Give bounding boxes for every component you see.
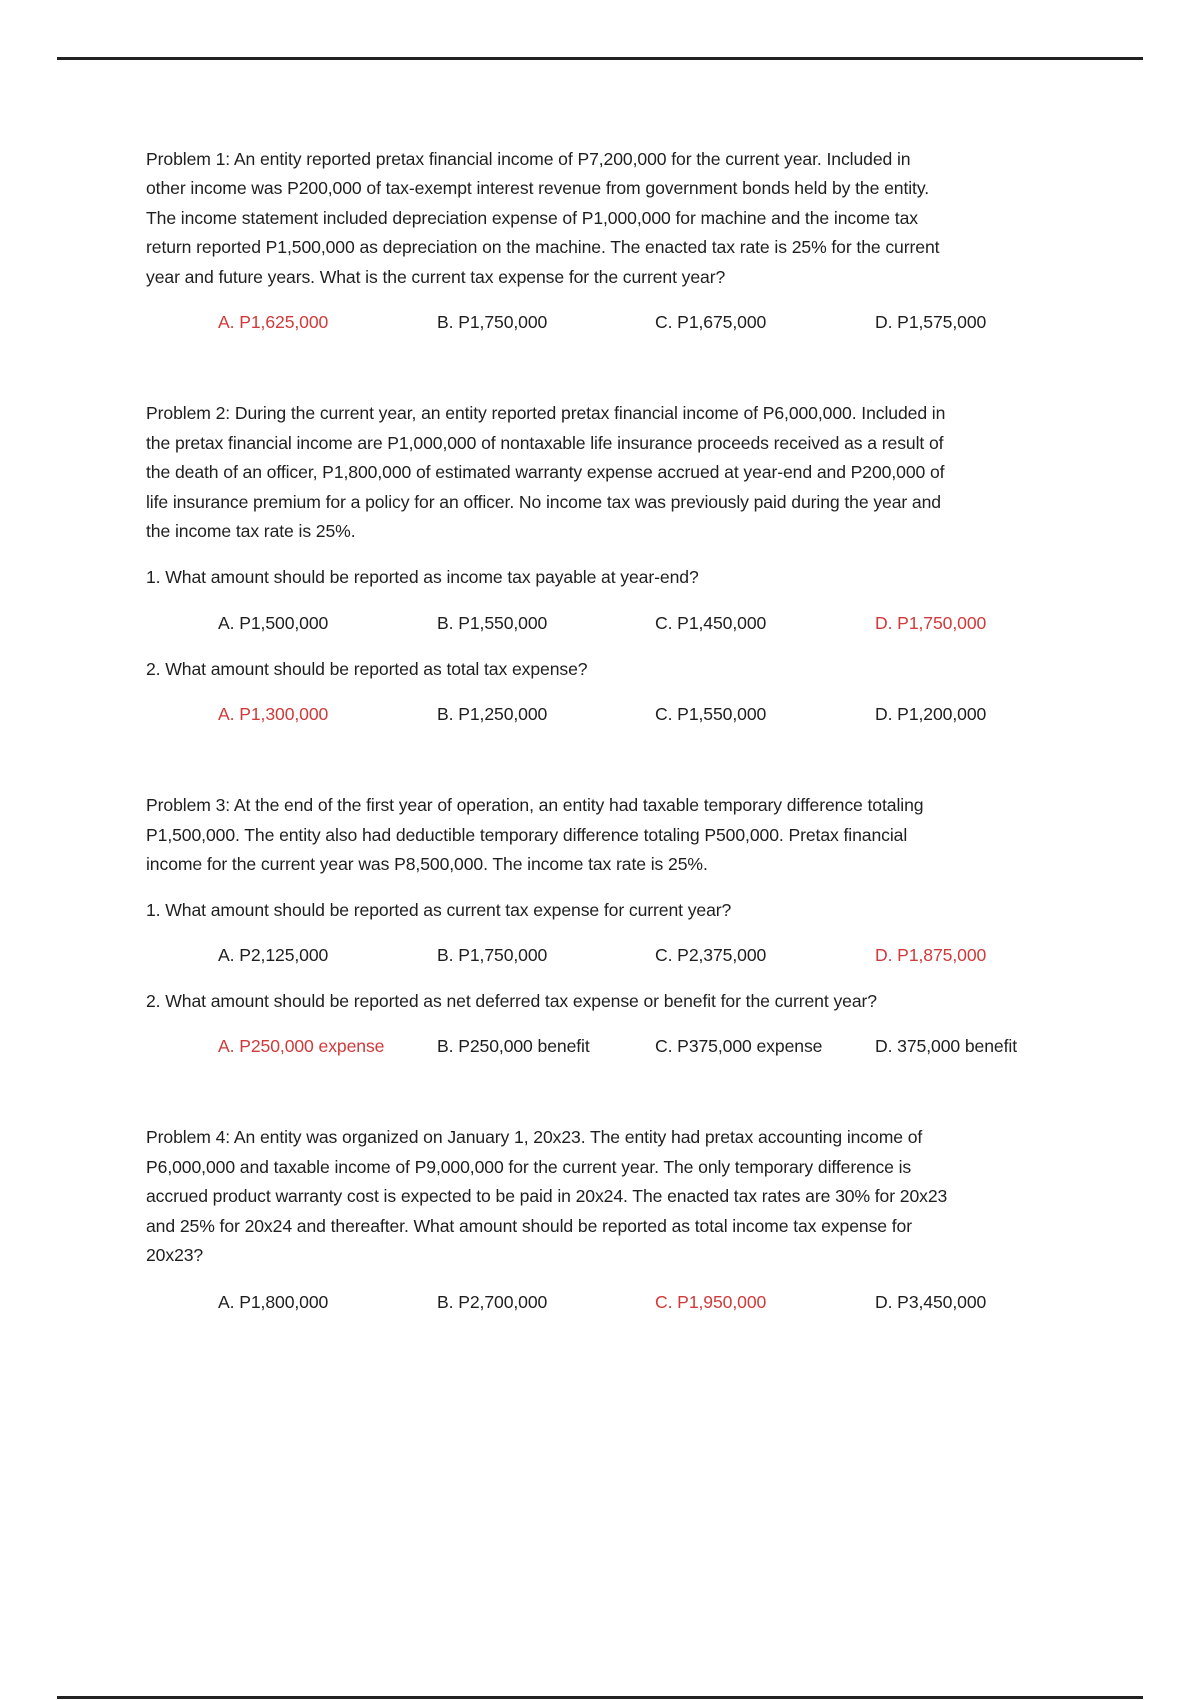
question-text: 1. What amount should be reported as current tax expense for current year?	[146, 900, 732, 920]
answer-option-a-correct[interactable]: A. P1,300,000	[218, 704, 329, 724]
answer-option-d[interactable]: D. P3,450,000	[875, 1292, 987, 1312]
answer-option-c[interactable]: C. P375,000 expense	[655, 1036, 823, 1056]
question-text: 2. What amount should be reported as total tax expense?	[146, 659, 588, 679]
answer-option-d[interactable]: D. 375,000 benefit	[875, 1036, 1017, 1056]
answer-option-a-correct[interactable]: A. P250,000 expense	[218, 1036, 385, 1056]
answer-option-b[interactable]: B. P1,250,000	[437, 704, 548, 724]
problem-2-text-line: Problem 2: During the current year, an entity reported pretax financial income of P6,000,000. Included in	[146, 403, 946, 423]
top-rule	[57, 57, 1143, 60]
problem-2-text-line: the income tax rate is 25%.	[146, 521, 356, 541]
problem-3-text-line: Problem 3: At the end of the first year of operation, an entity had taxable temporary difference totaling	[146, 795, 924, 815]
problem-3-text-line: P1,500,000. The entity also had deductible temporary difference totaling P500,000. Pretax financial	[146, 825, 908, 845]
answer-option-d[interactable]: D. P1,200,000	[875, 704, 987, 724]
problem-1-text-line: other income was P200,000 of tax-exempt interest revenue from government bonds held by the entity.	[146, 178, 930, 198]
answer-option-c[interactable]: C. P1,675,000	[655, 312, 767, 332]
problem-4-text-line: P6,000,000 and taxable income of P9,000,000 for the current year. The only temporary difference is	[146, 1157, 912, 1177]
answer-option-b[interactable]: B. P250,000 benefit	[437, 1036, 590, 1056]
bottom-rule	[57, 1696, 1143, 1699]
question-text: 2. What amount should be reported as net deferred tax expense or benefit for the current year?	[146, 991, 877, 1011]
problem-4-text-line: 20x23?	[146, 1245, 204, 1265]
problem-2-text-line: the death of an officer, P1,800,000 of estimated warranty expense accrued at year-end and P200,000 of	[146, 462, 945, 482]
problem-1-text-line: The income statement included depreciation expense of P1,000,000 for machine and the income tax	[146, 208, 918, 228]
answer-option-a[interactable]: A. P2,125,000	[218, 945, 329, 965]
answer-option-c[interactable]: C. P2,375,000	[655, 945, 767, 965]
problem-1-text-line: return reported P1,500,000 as depreciation on the machine. The enacted tax rate is 25% for the current	[146, 237, 940, 257]
problem-2-text-line: the pretax financial income are P1,000,000 of nontaxable life insurance proceeds received as a result of	[146, 433, 944, 453]
answer-option-d-correct[interactable]: D. P1,750,000	[875, 613, 987, 633]
answer-option-d[interactable]: D. P1,575,000	[875, 312, 987, 332]
answer-option-b[interactable]: B. P1,750,000	[437, 312, 548, 332]
question-text: 1. What amount should be reported as income tax payable at year-end?	[146, 567, 699, 587]
answer-option-b[interactable]: B. P1,750,000	[437, 945, 548, 965]
problem-1-text-line: year and future years. What is the current tax expense for the current year?	[146, 267, 726, 287]
answer-option-a[interactable]: A. P1,800,000	[218, 1292, 329, 1312]
answer-option-b[interactable]: B. P1,550,000	[437, 613, 548, 633]
problem-4-text-line: Problem 4: An entity was organized on January 1, 20x23. The entity had pretax accounting income of	[146, 1127, 923, 1147]
answer-option-b[interactable]: B. P2,700,000	[437, 1292, 548, 1312]
answer-option-c[interactable]: C. P1,550,000	[655, 704, 767, 724]
problem-1-text-line: Problem 1: An entity reported pretax financial income of P7,200,000 for the current year. Included in	[146, 149, 911, 169]
answer-option-a-correct[interactable]: A. P1,625,000	[218, 312, 329, 332]
answer-option-c[interactable]: C. P1,450,000	[655, 613, 767, 633]
problem-3-text-line: income for the current year was P8,500,000. The income tax rate is 25%.	[146, 854, 708, 874]
problem-4-text-line: and 25% for 20x24 and thereafter. What amount should be reported as total income tax expense for	[146, 1216, 912, 1236]
problem-4-text-line: accrued product warranty cost is expected to be paid in 20x24. The enacted tax rates are 30% for 20x23	[146, 1186, 948, 1206]
problem-2-text-line: life insurance premium for a policy for an officer. No income tax was previously paid during the year and	[146, 492, 941, 512]
answer-option-c-correct[interactable]: C. P1,950,000	[655, 1292, 767, 1312]
answer-option-d-correct[interactable]: D. P1,875,000	[875, 945, 987, 965]
answer-option-a[interactable]: A. P1,500,000	[218, 613, 329, 633]
